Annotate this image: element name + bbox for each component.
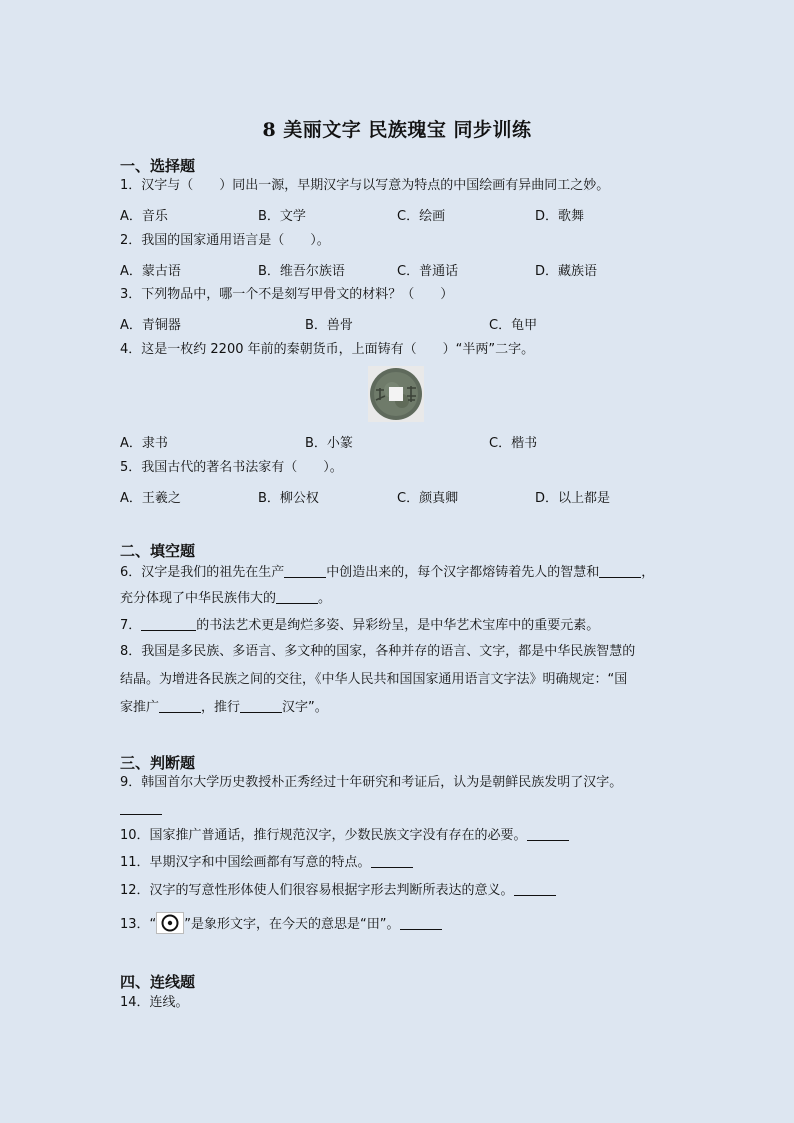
q3-option-a: A．青铜器: [120, 318, 181, 333]
q4-option-a: A．隶书: [120, 436, 168, 451]
q2-option-d: D．藏族语: [535, 264, 598, 279]
question-2: 2．我国的国家通用语言是（ ）。: [120, 233, 330, 248]
q11-text: 11．早期汉字和中国绘画都有写意的特点。: [120, 855, 371, 870]
q5-option-a: A．王羲之: [120, 491, 181, 506]
question-8-line2: 结晶。为增进各民族之间的交往，《中华人民共和国国家通用语言文字法》明确规定：“国: [120, 672, 628, 687]
page-title: 8 美丽文字 民族瑰宝 同步训练: [262, 119, 532, 141]
q6-text-e: 。: [318, 591, 332, 606]
q9-blank[interactable]: [120, 800, 162, 815]
q1-option-c: C．绘画: [397, 209, 446, 224]
q5-option-c: C．颜真卿: [397, 491, 459, 506]
q8-blank-1[interactable]: [159, 698, 201, 713]
q1-option-b: B．文学: [258, 209, 306, 224]
question-11: [120, 853, 413, 872]
q8-text-c: 家推广: [120, 700, 160, 715]
question-7: [120, 616, 599, 635]
question-12: [120, 881, 556, 900]
q6-text-c: ，: [641, 565, 655, 580]
q2-option-c: C．普通话: [397, 264, 459, 279]
q12-text: 12．汉字的写意性形体使人们很容易根据字形去判断所表达的意义。: [120, 883, 514, 898]
question-5: 5．我国古代的著名书法家有（ ）。: [120, 460, 343, 475]
question-9: 9．韩国首尔大学历史教授朴正秀经过十年研究和考证后，认为是朝鲜民族发明了汉字。: [120, 775, 623, 790]
q8-text-d: ，推行: [201, 700, 241, 715]
question-3: 3．下列物品中，哪一个不是刻写甲骨文的材料？（ ）: [120, 287, 454, 302]
question-13: [120, 912, 442, 934]
question-6-line1: [120, 563, 654, 582]
q8-text-e: 汉字”。: [282, 700, 328, 715]
q1-option-a: A．音乐: [120, 209, 168, 224]
q13-text-b: ”是象形文字，在今天的意思是“田”。: [184, 917, 400, 932]
q2-option-b: B．维吾尔族语: [258, 264, 345, 279]
question-1: 1．汉字与（ ）同出一源，早期汉字与以写意为特点的中国绘画有异曲同工之妙。: [120, 178, 610, 193]
q3-option-b: B．兽骨: [305, 318, 353, 333]
q12-blank[interactable]: [514, 881, 556, 896]
q2-option-a: A．蒙古语: [120, 264, 181, 279]
section-heading-match: 四、连线题: [120, 973, 196, 991]
q7-text-a: 7．: [120, 618, 142, 633]
q10-text: 10．国家推广普通话，推行规范汉字，少数民族文字没有存在的必要。: [120, 828, 527, 843]
question-10: [120, 826, 569, 845]
q6-text-d: 充分体现了中华民族伟大的: [120, 591, 277, 606]
q7-blank-1[interactable]: [141, 616, 196, 631]
question-6-line2: [120, 589, 331, 608]
q10-blank[interactable]: [527, 826, 569, 841]
q8-blank-2[interactable]: [240, 698, 282, 713]
question-8-line3: [120, 698, 328, 717]
question-14: 14．连线。: [120, 995, 189, 1010]
q5-option-b: B．柳公权: [258, 491, 319, 506]
q3-option-c: C．龟甲: [489, 318, 538, 333]
q1-option-d: D．歌舞: [535, 209, 585, 224]
question-4: 4．这是一枚约 2200 年前的秦朝货币，上面铸有（ ）“半两”二字。: [120, 342, 535, 357]
q5-option-d: D．以上都是: [535, 491, 611, 506]
section-heading-choice: 一、选择题: [120, 157, 196, 175]
section-heading-judge: 三、判断题: [120, 754, 196, 772]
q6-blank-3[interactable]: [276, 589, 318, 604]
q9-answer-line: [120, 800, 162, 819]
pictograph-field-icon: [156, 912, 184, 934]
q11-blank[interactable]: [371, 853, 413, 868]
q6-text-a: 6．汉字是我们的祖先在生产: [120, 565, 285, 580]
q6-blank-2[interactable]: [599, 563, 641, 578]
section-heading-fill: 二、填空题: [120, 542, 196, 560]
q6-blank-1[interactable]: [284, 563, 326, 578]
q6-text-b: 中创造出来的，每个汉字都熔铸着先人的智慧和: [326, 565, 600, 580]
question-8-line1: 8．我国是多民族、多语言、多文种的国家，各种并存的语言、文字，都是中华民族智慧的: [120, 644, 636, 659]
q4-option-c: C．楷书: [489, 436, 538, 451]
q13-text-a: 13．“: [120, 917, 157, 932]
qin-coin-image: [368, 366, 424, 422]
q7-text-b: 的书法艺术更是绚烂多姿、异彩纷呈，是中华艺术宝库中的重要元素。: [196, 618, 600, 633]
q4-option-b: B．小篆: [305, 436, 353, 451]
q13-blank[interactable]: [400, 915, 442, 930]
